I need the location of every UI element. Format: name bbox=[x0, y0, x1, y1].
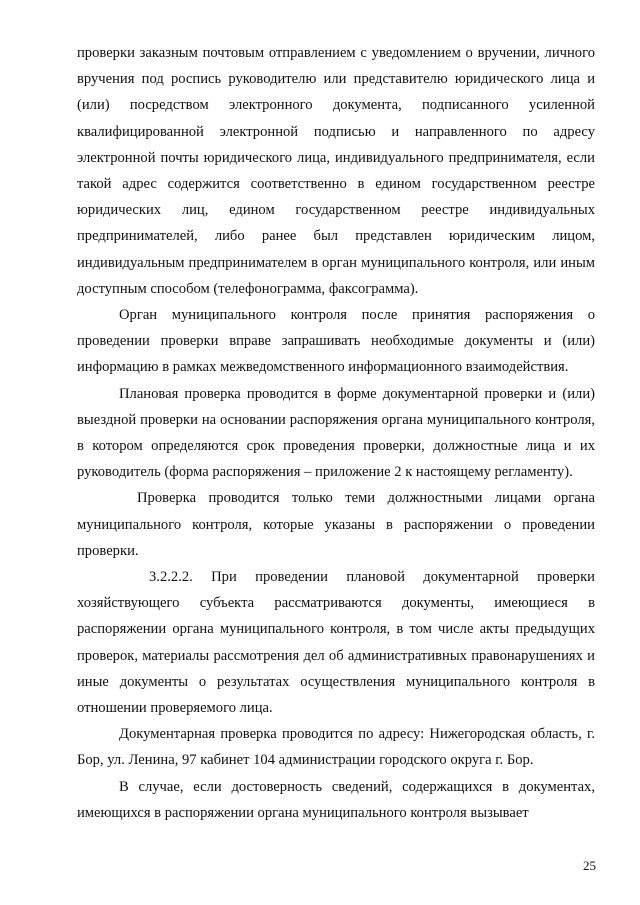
paragraph-section-3-2-2-2: 3.2.2.2. При проведении плановой документарной проверки хозяйствующего субъекта рассматриваются документы, имеющиеся в распоряжении органа муниципального контроля, в том числе акты предыдущих проверок, материалы рассмотрения дел об административных правонарушениях и иные документы о результатах осуществления муниципального контроля в отношении проверяемого лица. bbox=[77, 569, 595, 717]
page-number: 25 bbox=[583, 858, 596, 873]
paragraph-interagency-requests: Орган муниципального контроля после принятия распоряжения о проведении проверки вправе запрашивать необходимые документы и (или) информацию в рамках межведомственного информационного взаимодействия. bbox=[77, 307, 595, 376]
paragraph-planned-inspection-form: Плановая проверка проводится в форме документарной проверки и (или) выездной проверки на основании распоряжения органа муниципального контроля, в котором определяются срок проведения проверки, должностные лица и их руководитель (форма распоряжения – приложение 2 к настоящему регламенту). bbox=[77, 385, 595, 481]
paragraph-information-reliability: В случае, если достоверность сведений, содержащихся в документах, имеющихся в распоряжении органа муниципального контроля вызывает bbox=[77, 778, 595, 821]
paragraph-authorized-officials: Проверка проводится только теми должностными лицами органа муниципального контроля, которые указаны в распоряжении о проведении проверки. bbox=[77, 490, 595, 559]
paragraph-inspection-address: Документарная проверка проводится по адресу: Нижегородская область, г. Бор, ул. Ленина, 97 кабинет 104 администрации городского округа г. Бор. bbox=[77, 726, 595, 769]
document-body bbox=[77, 40, 595, 826]
paragraph-notification-methods: проверки заказным почтовым отправлением с уведомлением о вручении, личного вручения под роспись руководителю или представителю юридического лица и (или) посредством электронного документа, подписанного усиленной квалифицированной электронной подписью и направленного по адресу электронной почты юридического лица, индивидуального предпринимателя, если такой адрес содержится соответственно в едином государственном реестре юридических лиц, едином государственном реестре индивидуальных предпринимателей, либо ранее был представлен юридическим лицом, индивидуальным предпринимателем в орган муниципального контроля, или иным доступным способом (телефонограмма, факсограмма). bbox=[77, 45, 595, 297]
